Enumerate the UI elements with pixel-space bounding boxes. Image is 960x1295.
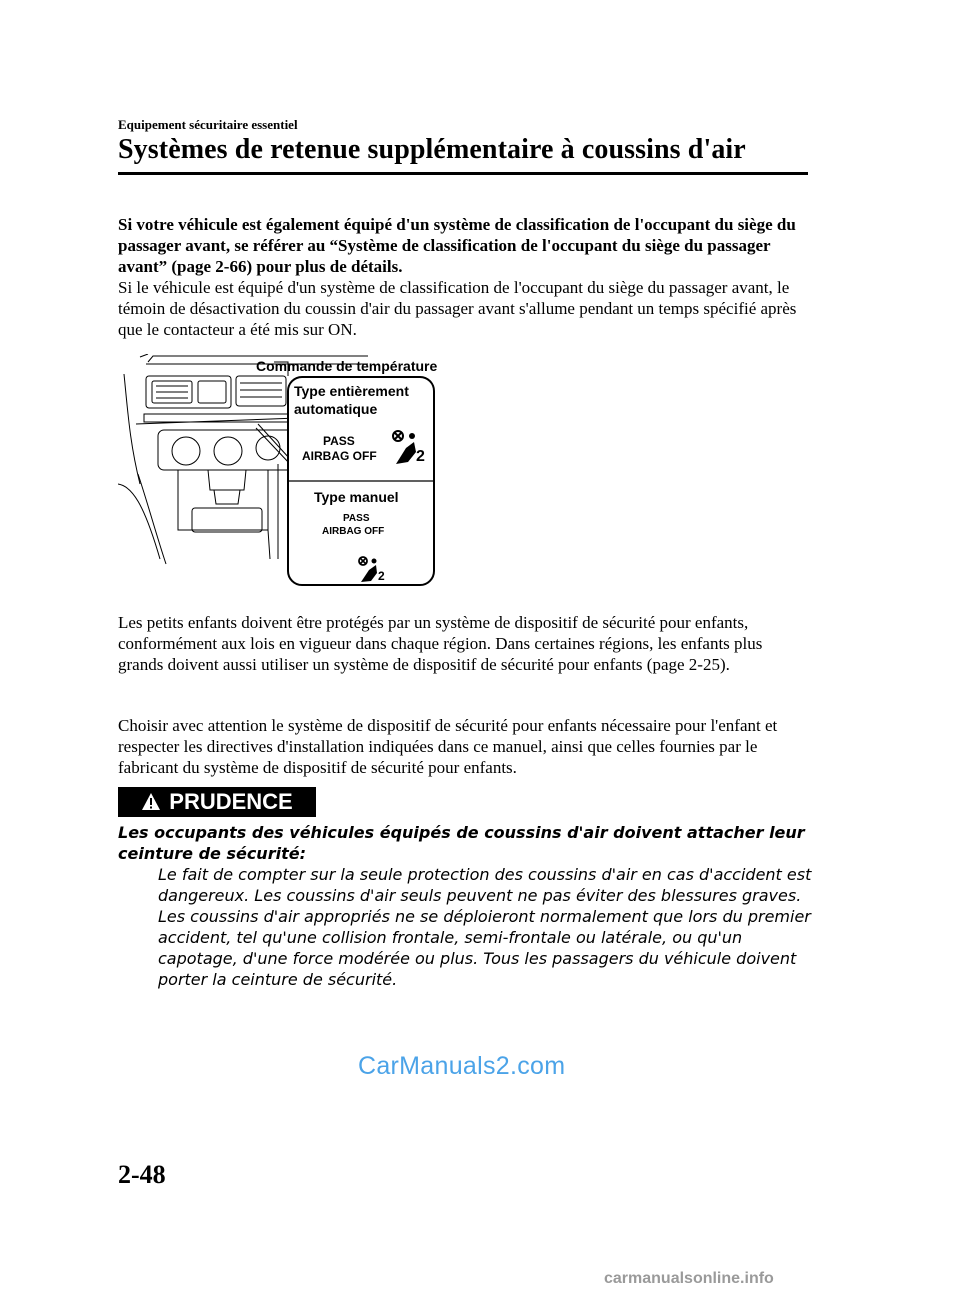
page-number: 2-48 xyxy=(118,1160,166,1189)
install-paragraph xyxy=(118,715,808,778)
title-divider xyxy=(118,172,808,175)
caution-text: Le fait de compter sur la seule protection des coussins d'air en cas d'accident est dangereux. Les coussins d'air seuls peuvent ne pas éviter des blessures graves. Les coussins d'air appropriés ne se déploieront normalement que lors du premier accident, tel qu'une collision frontale, semi-frontale ou latérale, ou qu'un capotage, d'une force modérée ou plus. Tous les passagers du véhicule doivent porter la ceinture de sécurité. xyxy=(158,865,812,989)
body-para2: Choisir avec attention le système de dispositif de sécurité pour enfants nécessaire pour l'enfant et respecter les directives d'installation indiquées dans ce manuel, ainsi que celles fournies par le fabricant du système de dispositif de sécurité pour enfants. xyxy=(118,716,778,777)
section-label: Equipement sécuritaire essentiel xyxy=(118,117,298,132)
dashboard-figure xyxy=(118,354,440,590)
caution-block xyxy=(118,822,818,990)
child-restraint-paragraph xyxy=(118,612,808,675)
auto-type-label-line1: Type entièrement xyxy=(294,383,409,399)
body-para1: Les petits enfants doivent être protégés par un système de dispositif de sécurité pour enfants, conformément aux lois en vigueur dans chaque région. Dans certaines régions, les enfants plus grands doivent aussi utiliser un système de dispositif de sécurité pour enfants (page 2-25). xyxy=(118,613,763,674)
temperature-control-label: Commande de température xyxy=(256,358,438,374)
intro-bold-text: Si votre véhicule est également équipé d'un système de classification de l'occupant du siège du passager avant, se référer au “Système de classification de l'occupant du siège du passager avant” (page 2-66) pour plus de détails. xyxy=(118,215,796,276)
caution-badge xyxy=(118,787,316,817)
page-title: Systèmes de retenue supplémentaire à coussins d'air xyxy=(118,134,746,165)
auto-indicator-airbag-off: AIRBAG OFF xyxy=(302,449,377,463)
auto-seat-number: 2 xyxy=(416,448,425,465)
auto-indicator-pass: PASS xyxy=(323,434,355,448)
manual-indicator-pass: PASS xyxy=(343,513,370,524)
intro-paragraph xyxy=(118,214,808,340)
warning-triangle-icon xyxy=(141,792,161,812)
footer-brand: carmanualsonline.info xyxy=(604,1270,774,1287)
caution-label: PRUDENCE xyxy=(169,789,293,814)
watermark: CarManuals2.com xyxy=(358,1052,566,1080)
manual-indicator-airbag-off: AIRBAG OFF xyxy=(322,526,385,537)
manual-seat-number: 2 xyxy=(378,569,385,583)
manual-type-label: Type manuel xyxy=(314,489,399,505)
caution-lead: Les occupants des véhicules équipés de coussins d'air doivent attacher leur ceinture de sécurité: xyxy=(118,823,805,863)
intro-regular-text: Si le véhicule est équipé d'un système de classification de l'occupant du siège du passager avant, le témoin de désactivation du coussin d'air du passager avant s'allume pendant un temps spécifié après que le contacteur a été mis sur ON. xyxy=(118,278,797,339)
auto-type-label-line2: automatique xyxy=(294,401,378,417)
